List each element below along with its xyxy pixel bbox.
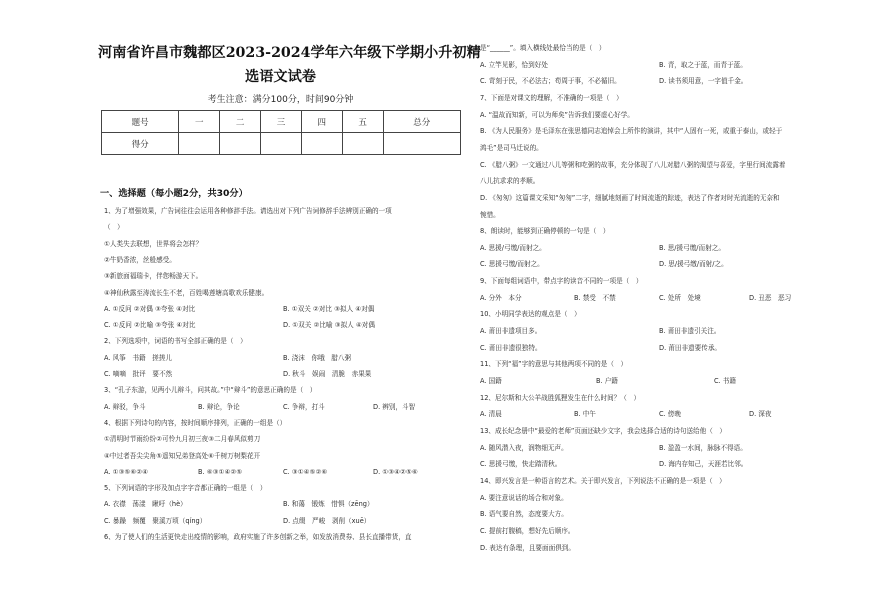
score-header-cell: 三 bbox=[261, 111, 302, 133]
answer-option: B. 户籍 bbox=[596, 377, 618, 385]
answer-option: D. 读书须用意，一字值千金。 bbox=[659, 77, 748, 86]
score-header-cell: 总分 bbox=[383, 111, 460, 133]
answer-option: C. ③①④⑤②⑥ bbox=[283, 467, 328, 476]
section-heading: 一、选择题（每小题2分，共30分） bbox=[100, 188, 248, 199]
answer-option: B. 和蔼 锻炼 惜惧（zēng） bbox=[283, 500, 374, 509]
question-text: 4、根据下列诗句的内容，按时间顺序排列，正确的一组是（） bbox=[104, 418, 287, 427]
question-text: （ ） bbox=[104, 223, 124, 232]
question-text: ①清明时节雨纷纷②可怜九月初三夜③二月春风似剪刀 bbox=[104, 435, 261, 444]
question-text: 3、“孔子东游，见两小儿辩斗，问其故。”中“辩斗”的意思正确的是（ ） bbox=[104, 386, 317, 395]
question-text: 2、下列选项中，词语的书写全部正确的是（ ） bbox=[104, 337, 247, 346]
answer-option: B. 盈盈一水间，脉脉不得语。 bbox=[659, 443, 747, 452]
answer-option: D. ①③④②⑤⑥ bbox=[373, 467, 418, 476]
score-cell[interactable] bbox=[220, 133, 261, 155]
exam-title-line1: 河南省许昌市魏都区2023-2024学年六年级下学期小升初精 bbox=[98, 45, 481, 61]
score-header-cell: 五 bbox=[342, 111, 383, 133]
question-text: 11、下列“福”字的意思与其他两项不同的是（ ） bbox=[480, 360, 628, 369]
score-table bbox=[101, 110, 461, 155]
answer-option: C. 傍晚 bbox=[659, 410, 681, 419]
question-text: D. 《匆匆》这篇课文采知“匆匆”二字，细腻地刻画了时间流逝的踪迹，表达了作者对时光流逝的无奈和 bbox=[480, 193, 780, 202]
question-text: ④神仙秋露至涛流长生不老，百姓喝莲塘高歌欢乐健康。 bbox=[104, 288, 269, 297]
answer-option: D. 秋斗 娱闹 清脆 赤果果 bbox=[283, 370, 372, 378]
answer-option: C. 暴躁 频覆 聚溪万顷（qíng） bbox=[104, 516, 207, 525]
answer-option: B. 浇沫 你哦 腊八粥 bbox=[283, 353, 352, 362]
answer-option: C. 莆田非遗很独特。 bbox=[480, 343, 542, 352]
answer-option: A. 清晨 bbox=[480, 410, 502, 419]
score-header-cell: 一 bbox=[179, 111, 220, 133]
answer-option: D. 莆田非遗要传承。 bbox=[659, 343, 722, 352]
question-text: 7、下面是对课文的理解，不准确的一项是（ ） bbox=[480, 93, 623, 102]
answer-option: D. 海内存知己，天涯若比邻。 bbox=[659, 460, 748, 469]
answer-option: B. 莆田非遗引关注。 bbox=[659, 327, 721, 336]
question-text: 6、为了使人们的生活更快走出疫情的影响，政府实施了许多创新之举，如发放消费券、县长直播带货，直 bbox=[104, 533, 412, 541]
score-cell[interactable] bbox=[383, 133, 460, 155]
answer-option: D. 点缀 严峻 剥削（xuē） bbox=[283, 516, 371, 525]
answer-option: C. ①反问 ②比喻 ③夸张 ④对比 bbox=[104, 321, 196, 330]
score-header-cell: 二 bbox=[220, 111, 261, 133]
answer-option: B. 禁受 不禁 bbox=[574, 293, 616, 302]
answer-option: C. 处所 处境 bbox=[659, 293, 701, 302]
question-text: A. 要注意说话的场合和对象。 bbox=[480, 493, 568, 502]
question-text: 八儿抗求求的孝顺。 bbox=[480, 177, 540, 186]
score-cell[interactable] bbox=[301, 133, 342, 155]
question-text: B. 《为人民服务》是毛泽东在张思德同志追悼会上所作的演讲，其中“人固有一死，或重于泰山，或轻于 bbox=[480, 127, 783, 136]
question-text: 是“______”。填入横线处最恰当的是（ ） bbox=[480, 44, 606, 52]
score-cell[interactable] bbox=[261, 133, 302, 155]
answer-option: A. 衣襟 荡漾 瞅吁（hè） bbox=[104, 500, 187, 509]
answer-option: C. 苛刻于民，不必法古；苟周于事，不必循旧。 bbox=[480, 77, 621, 86]
answer-option: A. 国籍 bbox=[480, 377, 502, 385]
answer-option: A. 思援/弓缴/而射之。 bbox=[480, 243, 546, 252]
question-text: B. 语气要自然，态度要大方。 bbox=[480, 510, 568, 519]
question-text: ①人类失去联想，世界将会怎样？ bbox=[104, 239, 203, 248]
answer-option: D. 辨别，斗智 bbox=[373, 402, 416, 411]
answer-option: B. ①双关 ②对比 ③拟人 ④对偶 bbox=[283, 304, 375, 313]
question-text: ②牛奶香浓，丝般感受。 bbox=[104, 255, 176, 264]
answer-option: B. 青，取之于蓝，而青于蓝。 bbox=[659, 60, 747, 69]
answer-option: C. 思援弓缴，快走踏清秋。 bbox=[480, 460, 562, 469]
answer-option: B. 思/援弓缴/而射之。 bbox=[659, 243, 725, 252]
question-text: 13、成长纪念册中“最爱的老师”页面还缺少文字，我会选择合适的诗句送给他（ ） bbox=[480, 426, 727, 435]
score-table-score-row bbox=[102, 133, 461, 155]
answer-option: A. ①③⑤⑥②④ bbox=[104, 467, 149, 476]
answer-option: B. 辩论，争论 bbox=[198, 402, 240, 411]
score-cell[interactable] bbox=[179, 133, 220, 155]
answer-option: B. ⑥③①④②⑤ bbox=[198, 467, 243, 476]
answer-option: C. 嘀嘀 批评 要不然 bbox=[104, 370, 173, 378]
question-text: 10、小明同学表达的观点是（ ） bbox=[480, 310, 581, 319]
answer-option: A. 随风潜入夜，润物细无声。 bbox=[480, 443, 568, 452]
answer-option: D. ①双关 ②比喻 ③拟人 ④对偶 bbox=[283, 321, 375, 330]
question-text: 惋惜。 bbox=[480, 210, 500, 219]
question-text: D. 表达有条理，且要面面俱到。 bbox=[480, 543, 575, 552]
question-text: ③新旅面福瑞卡，伴您畅游天下。 bbox=[104, 272, 203, 281]
answer-option: D. 深夜 bbox=[749, 410, 772, 419]
exam-title-line2: 选语文试卷 bbox=[245, 69, 316, 85]
score-header-cell: 题号 bbox=[102, 111, 179, 133]
score-header-cell: 四 bbox=[301, 111, 342, 133]
answer-option: D. 丑恶 恶习 bbox=[749, 293, 792, 302]
question-text: 12、尼尔斯和大公羊战胜狐狸发生在什么时间？（ ） bbox=[480, 393, 641, 402]
answer-option: A. ①反问 ②对偶 ③夸张 ④对比 bbox=[104, 304, 196, 313]
question-text: C. 《腊八粥》一文通过八儿等粥和吃粥的故事，充分体现了八儿对腊八粥的渴望与喜爱，字里行间流露着 bbox=[480, 160, 786, 169]
answer-option: C. 争辩，打斗 bbox=[283, 402, 325, 411]
question-text: C. 提前打腹稿，想好先后顺序。 bbox=[480, 526, 575, 535]
exam-notice: 考生注意：满分100分，时间90分钟 bbox=[207, 95, 354, 105]
score-row-label: 得分 bbox=[102, 133, 179, 155]
answer-option: C. 书籍 bbox=[714, 377, 736, 385]
score-table-header-row bbox=[102, 111, 461, 133]
answer-option: D. 思/援弓缴/而射/之。 bbox=[659, 260, 728, 269]
question-text: ④中过者吾尖尖角⑤遥知兄弟登高处⑥千树万树梨花开 bbox=[104, 451, 261, 460]
question-text: 1、为了增强效果，广告词往往会运用各种修辞手法。请选出对下列广告词修辞手法辨别正确的一项 bbox=[104, 207, 392, 215]
score-cell[interactable] bbox=[342, 133, 383, 155]
question-text: 9、下面每组词语中，带点字的读音不同的一项是（ ） bbox=[480, 277, 643, 286]
answer-option: A. 莆田非遗项目多。 bbox=[480, 327, 542, 336]
answer-option: A. 分外 本分 bbox=[480, 293, 522, 302]
question-text: A. “温故而知新，可以为师矣”告诉我们要虚心好学。 bbox=[480, 110, 634, 119]
question-text: 5、下列词语的字形及加点字字音都正确的一组是（ ） bbox=[104, 484, 267, 493]
question-text: 8、朗读时，能够到正确停顿的一句是（ ） bbox=[480, 227, 610, 236]
answer-option: A. 辩驳，争斗 bbox=[104, 402, 146, 411]
answer-option: A. 立竿见影，恰到好处 bbox=[480, 60, 548, 69]
question-text: 鸿毛”是司马迁说的。 bbox=[480, 143, 543, 152]
answer-option: B. 中午 bbox=[574, 410, 596, 419]
answer-option: A. 风筝 书籍 搓搓儿 bbox=[104, 353, 172, 362]
question-text: 14、即兴发言是一种语言的艺术。关于即兴发言，下列说法不正确的是一项是（ ） bbox=[480, 476, 726, 485]
answer-option: C. 思援弓缴/而射之。 bbox=[480, 260, 544, 269]
